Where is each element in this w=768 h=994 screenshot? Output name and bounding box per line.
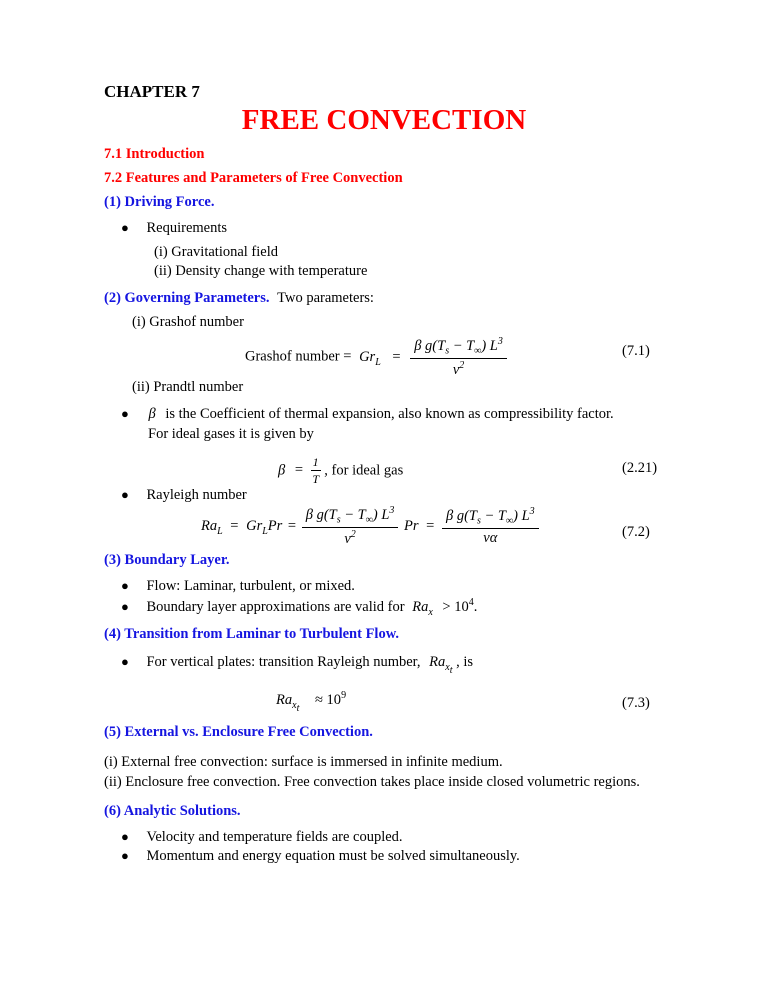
section-transition: (4) Transition from Laminar to Turbulent Flow. (104, 626, 400, 642)
section-7-1: 7.1 Introduction (104, 146, 205, 162)
grashof-label: (i) Grashof number (132, 314, 244, 330)
bullet-dot-icon: ● (121, 654, 129, 669)
enclosure-item: (ii) Enclosure free convection. Free convection takes place inside closed volumetric regions. (104, 774, 640, 790)
bullet-item: ● Rayleigh number (121, 487, 247, 503)
section-analytic-solutions: (6) Analytic Solutions. (104, 803, 241, 819)
bullet-item: ● Requirements (121, 220, 228, 236)
equation-number: (2.21) (622, 460, 658, 476)
rayleigh-equation: $Ra_L = Gr_LPr$ = $\frac{\beta g(T_s - T_\infty) L^3}{\nu^2}$ Pr = $\frac{\beta g(T_s - T_\infty) L^3}{\nu\alpha}$ (201, 505, 539, 548)
bullet-item: ● β is the Coefficient of thermal expansion, also known as compressibility factor. (121, 406, 614, 422)
external-item: (i) External free convection: surface is immersed in infinite medium. (104, 754, 503, 770)
section-driving-force: (1) Driving Force. (104, 194, 215, 210)
beta-text: For ideal gases it is given by (148, 426, 314, 442)
bullet-item: ● Momentum and energy equation must be solved simultaneously. (121, 848, 520, 864)
bullet-dot-icon: ● (121, 829, 129, 844)
section-boundary-layer: (3) Boundary Layer. (104, 552, 230, 568)
bullet-dot-icon: ● (121, 220, 129, 235)
bullet-dot-icon: ● (121, 578, 129, 593)
bullet-dot-icon: ● (121, 487, 129, 502)
bullet-dot-icon: ● (121, 598, 129, 614)
section-governing-parameters: (2) Governing Parameters. Two parameters: (104, 290, 374, 306)
chapter-label: CHAPTER 7 (104, 82, 200, 101)
prandtl-label: (ii) Prandtl number (132, 379, 244, 395)
section-7-2: 7.2 Features and Parameters of Free Convection (104, 170, 403, 186)
equation-number: (7.3) (622, 695, 650, 711)
bullet-item: ● Flow: Laminar, turbulent, or mixed. (121, 578, 355, 594)
bullet-item: ● Velocity and temperature fields are coupled. (121, 829, 403, 845)
page-title: FREE CONVECTION (241, 104, 527, 136)
equation-number: (7.2) (622, 524, 650, 540)
bullet-item: ● Boundary layer approximations are valid for $Ra_x > 10^4$. (121, 597, 478, 618)
bullet-item: ● For vertical plates: transition Rayleigh number, $Ra_{x_t}$ , is (121, 654, 474, 676)
beta-equation: β = $\frac{1}{T}$ , for ideal gas (278, 455, 404, 486)
requirement-item: (i) Gravitational field (154, 244, 279, 260)
section-external-enclosure: (5) External vs. Enclosure Free Convection. (104, 724, 373, 740)
requirement-item: (ii) Density change with temperature (154, 263, 368, 279)
grashof-equation: Grashof number = $Gr_L$ = $\frac{\beta g(T_s - T_\infty) L^3}{\nu^2}$ (245, 336, 507, 379)
equation-number: (7.1) (622, 343, 650, 359)
bullet-dot-icon: ● (121, 406, 129, 421)
transition-equation: $Ra_{x_t} \approx 10^9$ (276, 690, 347, 714)
bullet-dot-icon: ● (121, 848, 129, 863)
